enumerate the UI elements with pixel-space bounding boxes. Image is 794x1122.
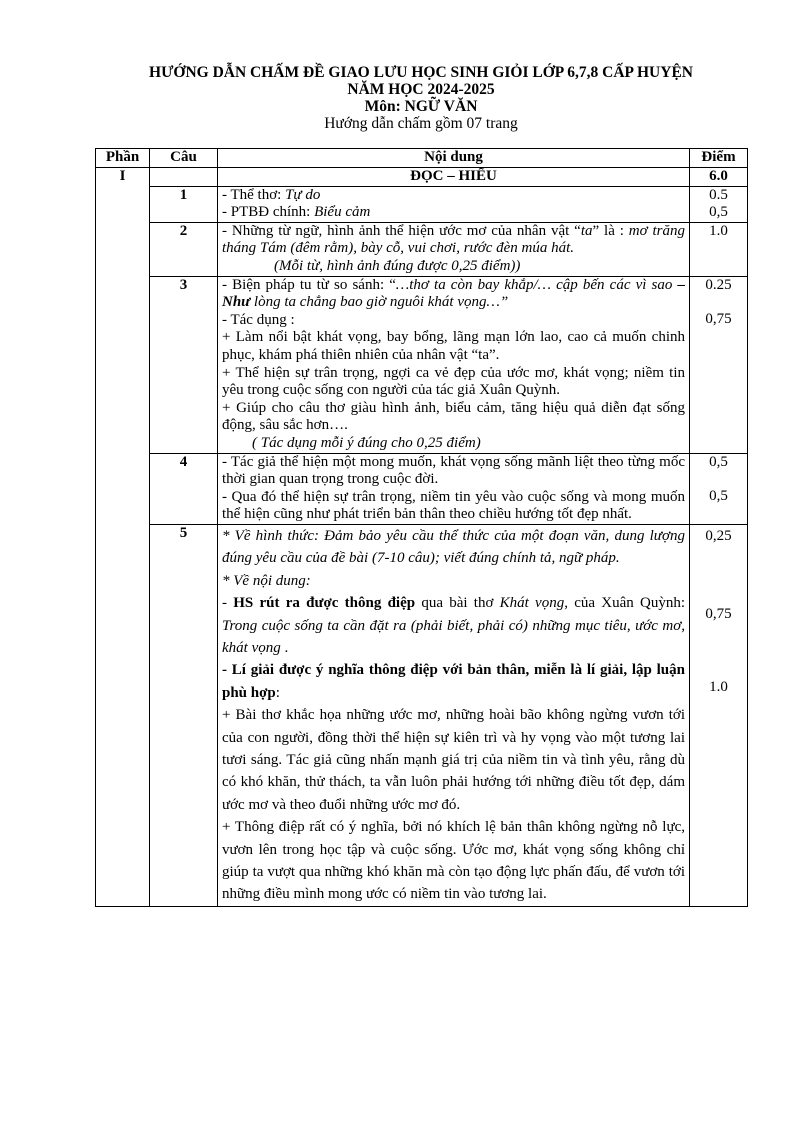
- q5-text-a: -: [222, 595, 234, 612]
- q5-explain-heading: - Lí giải được ý nghĩa thông điệp với bản thân, miễn là lí giải, lập luận phù hợp: [222, 662, 685, 701]
- q5-content-heading: * Về nội dung:: [222, 572, 311, 589]
- q3-text-a: - Biện pháp tu từ so sánh: “: [222, 276, 396, 293]
- table-row-q3: [96, 276, 748, 453]
- section-title: ĐỌC – HIỂU: [218, 168, 690, 187]
- document-header: [95, 64, 747, 132]
- section-row: [96, 168, 748, 187]
- q4-score-2: 0,5: [709, 488, 728, 505]
- q2-text-c: ” là :: [592, 222, 629, 239]
- question-number: 2: [150, 222, 218, 276]
- q5-text-f: Trong cuộc sống ta cần đặt ra (phải biết, phải có) những mục tiêu, ước mơ, khát vọng: [222, 617, 685, 656]
- col-content-header: Nội dung: [218, 149, 690, 168]
- table-row-q1: [96, 186, 748, 222]
- question-number: 4: [150, 453, 218, 524]
- q5-score-2: 0,75: [705, 606, 732, 623]
- q2-note: (Mỗi từ, hình ảnh đúng được 0,25 điểm)): [274, 257, 521, 274]
- q3-score-2: 0,75: [705, 311, 732, 328]
- q3-score: [690, 276, 748, 453]
- q1-line2-value: Biểu cảm: [314, 204, 371, 221]
- q3-line2: - Tác dụng :: [222, 311, 295, 328]
- q5-text-e: , của Xuân Quỳnh:: [564, 595, 685, 612]
- q5-score: [690, 524, 748, 906]
- q5-score-3: 1.0: [709, 678, 728, 695]
- q4-score: [690, 453, 748, 524]
- table-row-q5: [96, 524, 748, 906]
- q2-text-b: ta: [580, 222, 593, 239]
- question-number: 1: [150, 186, 218, 222]
- question-number: 3: [150, 276, 218, 453]
- document-title: HƯỚNG DẪN CHẤM ĐỀ GIAO LƯU HỌC SINH GIỎI LỚP 6,7,8 CẤP HUYỆN: [149, 64, 693, 81]
- q5-point-1: + Bài thơ khắc họa những ước mơ, những hoài bão không ngừng vươn tới của con người, đồng thời thể hiện sự kiên trì và hy vọng vào một tương lai tươi sáng. Tác giả cũng nhấn mạnh giá trị của niềm tin và tình yêu, rằng dù có khó khăn, thử thách, ta vẫn luôn phải hướng tới những điều tốt đẹp, dám ước mơ và theo đuổi những ước mơ đó.: [222, 707, 685, 813]
- q1-score-1: 0.5: [709, 186, 728, 203]
- q4-line1: - Tác giả thể hiện một mong muốn, khát vọng sống mãnh liệt theo từng mốc thời gian quan trọng trong cuộc đời.: [222, 453, 685, 488]
- q1-score: [690, 186, 748, 222]
- header-row: [96, 149, 748, 168]
- grading-table: [95, 148, 748, 907]
- q3-note: ( Tác dụng mỗi ý đúng cho 0,25 điểm): [252, 434, 481, 451]
- q5-explain-colon: :: [275, 684, 280, 701]
- q4-line2: - Qua đó thể hiện sự trân trọng, niềm tin yêu vào cuộc sống và mong muốn thể hiện cũng như phát triển bản thân theo chiều hướng tốt đẹp nhất.: [222, 488, 685, 523]
- q5-score-1: 0,25: [705, 527, 732, 544]
- q1-line1-label: - Thể thơ:: [222, 186, 286, 203]
- table-row-q2: [96, 222, 748, 276]
- q1-score-2: 0,5: [709, 204, 728, 221]
- q1-content: [218, 186, 690, 222]
- q2-content: [218, 222, 690, 276]
- q5-text-g: .: [280, 639, 289, 656]
- col-question-header: Câu: [150, 149, 218, 168]
- q5-content: [218, 524, 690, 906]
- q2-text-a: - Những từ ngữ, hình ảnh thể hiện ước mơ của nhân vật “: [222, 222, 581, 239]
- q3-text-d: lòng ta chẳng bao giờ nguôi khát vọng…”: [250, 294, 509, 311]
- q4-score-1: 0,5: [709, 453, 728, 470]
- part-label: I: [96, 168, 150, 907]
- table-row-q4: [96, 453, 748, 524]
- col-part-header: Phần: [96, 149, 150, 168]
- q4-content: [218, 453, 690, 524]
- col-score-header: Điểm: [690, 149, 748, 168]
- q5-text-b: HS rút ra được thông điệp: [233, 595, 416, 612]
- q3-line4: + Thể hiện sự trân trọng, ngợi ca vẻ đẹp của ước mơ, khát vọng; niềm tin yêu trong cuộc sống con người của tác giả Xuân Quỳnh.: [222, 364, 685, 399]
- q1-line2-label: - PTBĐ chính:: [222, 204, 315, 221]
- section-empty-cell: [150, 168, 218, 187]
- q2-score-1: 1.0: [709, 222, 728, 239]
- school-year: NĂM HỌC 2024-2025: [347, 81, 495, 98]
- question-number: 5: [150, 524, 218, 906]
- q2-text-d: mơ trăng tháng Tám (đêm rằm), bày cỗ, vui chơi, rước đèn múa hát.: [222, 222, 686, 257]
- q5-text-c: qua bài thơ: [415, 595, 500, 612]
- q1-line1-value: Tự do: [285, 186, 321, 203]
- q5-point-2: + Thông điệp rất có ý nghĩa, bởi nó khích lệ bản thân không ngừng nỗ lực, vươn lên trong học tập và cuộc sống. Ước mơ, khát vọng sống không chỉ giúp ta vượt qua những khó khăn mà còn tạo động lực phấn đấu, để vươn tới những điều mình mong ước có niềm tin vào tương lai.: [222, 819, 685, 903]
- subject: Môn: NGỮ VĂN: [364, 98, 478, 115]
- q5-text-d: Khát vọng: [499, 595, 565, 612]
- q3-score-1: 0.25: [705, 276, 732, 293]
- section-score: 6.0: [690, 168, 748, 187]
- q3-line3: + Làm nổi bật khát vọng, bay bổng, lãng mạn lớn lao, cao cả muốn chinh phục, khám phá thiên nhiên của nhân vật “ta”.: [222, 329, 685, 363]
- q3-text-c: – Như: [222, 276, 685, 311]
- pages-note: Hướng dẫn chấm gồm 07 trang: [324, 115, 518, 132]
- q3-content: [218, 276, 690, 453]
- q3-line5: + Giúp cho câu thơ giàu hình ảnh, biểu cảm, tăng hiệu quả diễn đạt sống động, sâu sắc hơn….: [222, 399, 685, 434]
- q5-form-criteria: * Về hình thức: Đảm bảo yêu cầu thể thức của một đoạn văn, dung lượng đúng yêu cầu của đề bài (7-10 câu); viết đúng chính tả, ngữ pháp.: [222, 527, 685, 567]
- q3-text-b: …thơ ta còn bay khắp/… cập bến các vì sao: [395, 276, 678, 293]
- q2-score: [690, 222, 748, 276]
